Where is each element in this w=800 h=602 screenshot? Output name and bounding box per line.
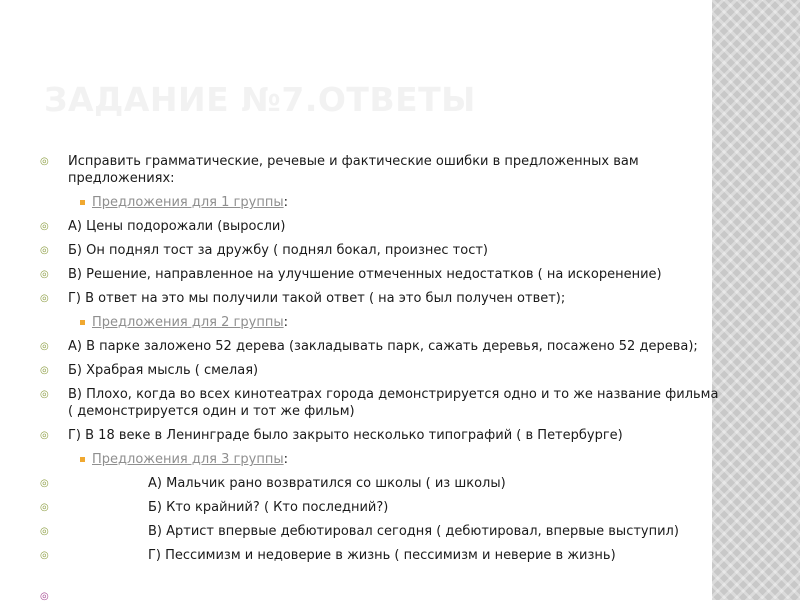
circle-target-icon: ◎: [40, 430, 49, 441]
list-item-text: Г) В ответ на это мы получили такой ответ ( на это был получен ответ);: [68, 291, 566, 306]
group-2-link[interactable]: Предложения для 2 группы: [92, 315, 284, 330]
list-item: [40, 338, 720, 355]
circle-target-icon: ◎: [40, 365, 49, 376]
circle-target-icon: ◎: [40, 341, 49, 352]
list-item-text: В) Артист впервые дебютировал сегодня ( дебютировал, впервые выступил): [148, 524, 679, 539]
circle-target-icon: ◎: [40, 156, 49, 167]
circle-target-icon: ◎: [40, 269, 49, 280]
list-item-text: Б) Храбрая мысль ( смелая): [68, 363, 259, 378]
circle-target-icon: ◎: [40, 293, 49, 304]
group-suffix: :: [283, 315, 288, 330]
list-item-text: В) Плохо, когда во всех кинотеатрах города демонстрируется одно и то же название фильма ( демонстрируется один и тот же фильм): [68, 387, 719, 419]
list-item-text: В) Решение, направленное на улучшение отмеченных недостатков ( на искоренение): [68, 267, 662, 282]
group-suffix: :: [283, 195, 288, 210]
list-item: [40, 242, 720, 259]
circle-target-icon: ◎: [40, 245, 49, 256]
circle-target-icon: ◎: [40, 389, 49, 400]
list-item: [40, 290, 720, 307]
group-row: [80, 194, 720, 211]
list-item-text: Г) В 18 веке в Ленинграде было закрыто несколько типографий ( в Петербурге): [68, 428, 623, 443]
list-item-text: А) Мальчик рано возвратился со школы ( из школы): [148, 476, 506, 491]
square-bullet-icon: [80, 194, 92, 211]
list-item: [40, 386, 720, 420]
list-item-text: Г) Пессимизм и недоверие в жизнь ( пессимизм и неверие в жизнь): [148, 548, 616, 563]
list-item: [40, 475, 720, 492]
list-item-text: А) В парке заложено 52 дерева (закладывать парк, сажать деревья, посажено 52 дерева);: [68, 339, 698, 354]
square-bullet-icon: [80, 314, 92, 331]
circle-target-icon: ◎: [40, 550, 49, 561]
group-suffix: :: [283, 452, 288, 467]
list-item: [40, 218, 720, 235]
circle-target-icon: ◎: [40, 478, 49, 489]
list-item-text: Б) Он поднял тост за дружбу ( поднял бокал, произнес тост): [68, 243, 488, 258]
list-item: [40, 523, 720, 540]
list-item: [40, 266, 720, 283]
list-item: [40, 362, 720, 379]
intro-row: [40, 153, 720, 187]
circle-target-icon: ◎: [40, 591, 49, 602]
group-row: [80, 451, 720, 468]
decorative-side-band: [712, 0, 800, 600]
slide-content: [40, 153, 720, 571]
circle-target-icon: ◎: [40, 502, 49, 513]
list-item: [40, 547, 720, 564]
group-3-link[interactable]: Предложения для 3 группы: [92, 452, 284, 467]
slide-title: ЗАДАНИЕ №7.ОТВЕТЫ: [44, 80, 476, 119]
intro-text: Исправить грамматические, речевые и фактические ошибки в предложенных вам предложениях:: [68, 154, 639, 186]
list-item: [40, 499, 720, 516]
circle-target-icon: ◎: [40, 526, 49, 537]
list-item-text: А) Цены подорожали (выросли): [68, 219, 286, 234]
group-row: [80, 314, 720, 331]
square-bullet-icon: [80, 451, 92, 468]
circle-target-icon: ◎: [40, 221, 49, 232]
list-item-text: Б) Кто крайний? ( Кто последний?): [148, 500, 389, 515]
group-1-link[interactable]: Предложения для 1 группы: [92, 195, 284, 210]
list-item: [40, 427, 720, 444]
